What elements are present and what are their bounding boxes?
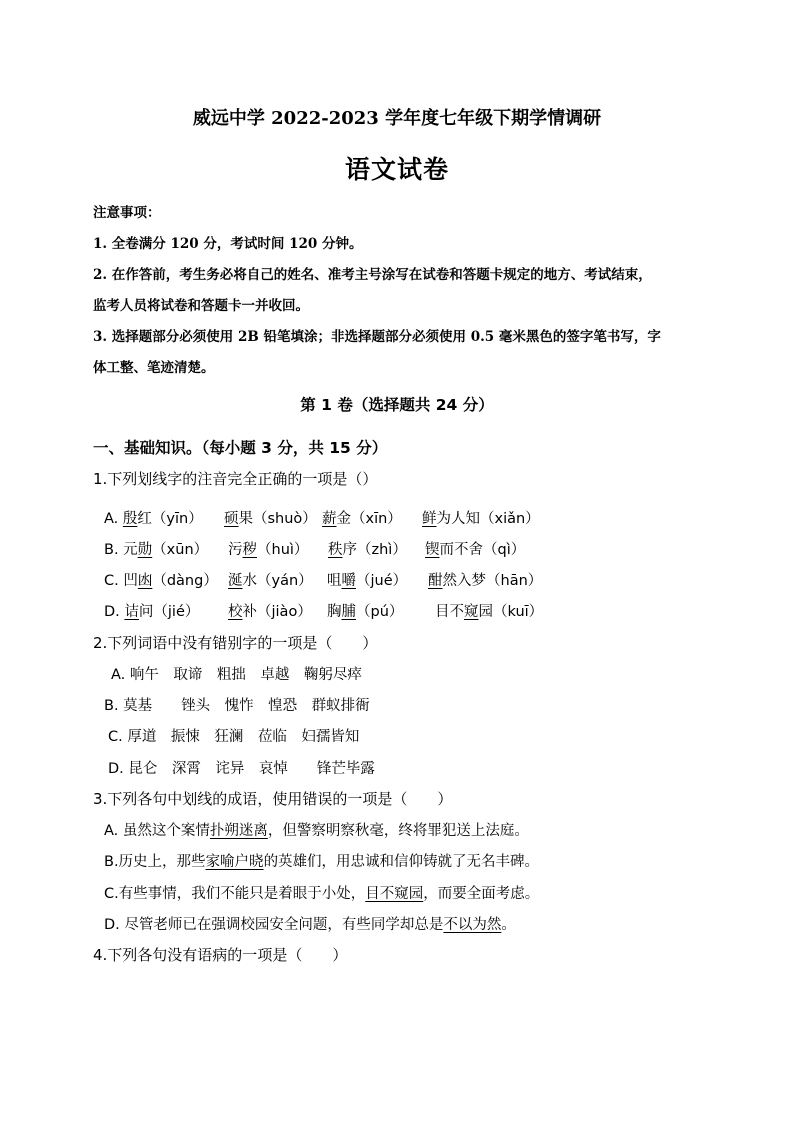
q1-d-item: D. 诘问（jié） bbox=[104, 604, 200, 620]
q3-option-c: C.有些事情，我们不能只是着眼于小处，目不窥园，而要全面考虑。 bbox=[104, 886, 540, 902]
section1-title: 一、基础知识。（每小题 3 分，共 15 分） bbox=[93, 439, 388, 457]
q1-d-item: 校补（jiào） bbox=[228, 604, 312, 620]
q1-option-a bbox=[104, 507, 540, 528]
part1-title: 第 1 卷（选择题共 24 分） bbox=[300, 396, 494, 414]
q1-c-item: C. 凹凼（dàng） bbox=[104, 573, 218, 589]
q3-option-b: B.历史上，那些家喻户晓的英雄们，用忠诚和信仰铸就了无名丰碑。 bbox=[104, 854, 540, 870]
q2-option-a: A. 响午 取谛 粗拙 卓越 鞠躬尽瘁 bbox=[111, 667, 362, 683]
q1-option-c bbox=[104, 569, 542, 590]
exam-title: 威远中学 2022-2023 学年度七年级下期学情调研 bbox=[192, 108, 602, 129]
notice-item-2-line-1: 2. 在作答前，考生务必将自己的姓名、准考主号涂写在试卷和答题卡规定的地方、考试结束， bbox=[93, 267, 652, 283]
subject-title: 语文试卷 bbox=[344, 155, 449, 184]
q1-b-item: B. 元勋（xūn） bbox=[104, 542, 209, 558]
q1-a-item: 薪金（xīn） bbox=[322, 511, 402, 527]
q1-b-item: 污秽（huì） bbox=[228, 542, 309, 558]
q4-stem: 4.下列各句没有语病的一项是（ ） bbox=[93, 946, 348, 964]
notice-item-2-line-2: 监考人员将试卷和答题卡一并收回。 bbox=[93, 298, 309, 314]
q1-b-item: 秩序（zhì） bbox=[328, 542, 407, 558]
q2-option-c: C. 厚道 振悚 狂澜 莅临 妇孺皆知 bbox=[108, 729, 360, 745]
q1-d-item: 胸脯（pú） bbox=[327, 604, 404, 620]
notice-heading: 注意事项： bbox=[93, 205, 161, 221]
q1-option-b bbox=[104, 538, 525, 559]
q1-c-item: 涎水（yán） bbox=[228, 573, 313, 589]
q2-option-b: B. 莫基 锉头 愧怍 惶恐 群蚁排衙 bbox=[104, 698, 370, 714]
q3-stem: 3.下列各句中划线的成语，使用错误的一项是（ ） bbox=[93, 790, 453, 808]
q3-option-d: D. 尽管老师已在强调校园安全问题，有些同学却总是不以为然。 bbox=[104, 917, 516, 933]
q2-stem: 2.下列词语中没有错别字的一项是（ ） bbox=[93, 634, 378, 652]
q1-a-item: A. 殷红（yīn） bbox=[104, 511, 203, 527]
q1-option-d bbox=[104, 600, 543, 621]
notice-item-3-line-2: 体工整、笔迹清楚。 bbox=[93, 360, 215, 376]
q1-stem: 1.下列划线字的注音完全正确的一项是（） bbox=[93, 470, 378, 488]
q1-a-item: 硕果（shuò） bbox=[224, 511, 317, 527]
q1-c-item: 咀嚼（jué） bbox=[327, 573, 408, 589]
notice-item-1: 1. 全卷满分 120 分，考试时间 120 分钟。 bbox=[93, 236, 363, 252]
q1-b-item: 锲而不舍（qì） bbox=[425, 542, 526, 558]
notice-item-3-line-1: 3. 选择题部分必须使用 2B 铅笔填涂；非选择题部分必须使用 0.5 毫米黑色的签字笔书写，字 bbox=[93, 329, 661, 345]
q1-c-item: 酣然入梦（hān） bbox=[428, 573, 543, 589]
q1-d-item: 目不窥园（kuī） bbox=[435, 604, 544, 620]
q2-option-d: D. 昆仑 深霄 诧异 哀悼 锋芒毕露 bbox=[108, 761, 375, 777]
q3-option-a: A. 虽然这个案情扑朔迷离，但警察明察秋毫，终将罪犯送上法庭。 bbox=[104, 823, 529, 839]
q1-a-item: 鲜为人知（xiǎn） bbox=[422, 511, 540, 527]
